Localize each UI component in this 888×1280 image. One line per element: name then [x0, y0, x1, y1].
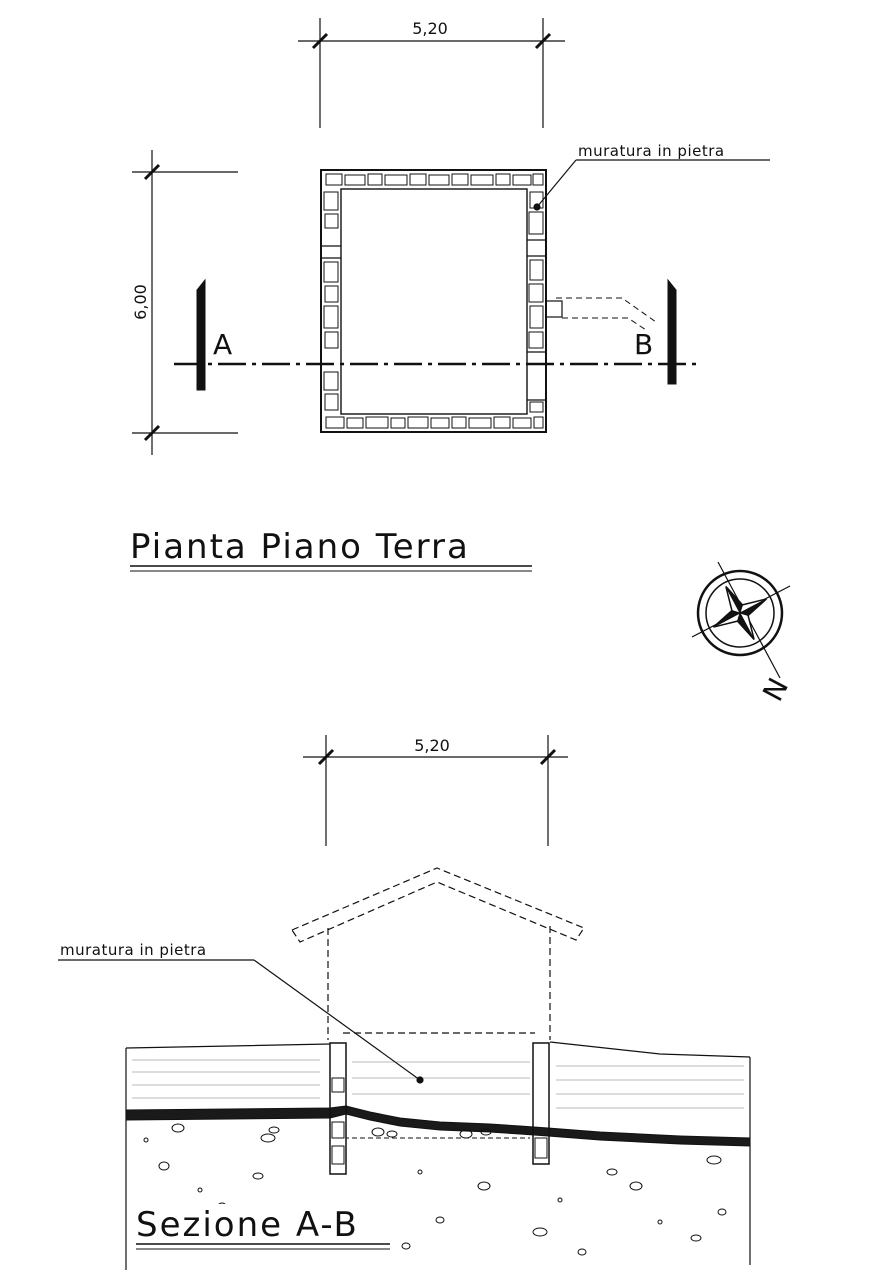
- plan-title: Pianta Piano Terra: [130, 527, 470, 567]
- compact-layer-band: [126, 1106, 750, 1146]
- dashed-external-element: [556, 298, 656, 330]
- plan-view: [130, 18, 770, 571]
- compass-star-icon: [699, 572, 780, 653]
- section-line: [174, 280, 700, 390]
- plan-depth-label: 6,00: [131, 284, 150, 320]
- section-width-label: 5,20: [414, 736, 450, 755]
- section-wall-callout: [58, 960, 423, 1083]
- plan-width-label: 5,20: [412, 19, 448, 38]
- north-compass: [692, 562, 795, 707]
- stone-texture: [324, 174, 543, 428]
- section-mark-a: A: [213, 328, 233, 361]
- stone-walls-plan: [321, 170, 546, 432]
- foundation-walls: [330, 1043, 549, 1174]
- plan-wall-callout-label: muratura in pietra: [578, 142, 725, 160]
- section-mark-b: B: [634, 328, 654, 361]
- external-step: [546, 301, 562, 317]
- section-view: [58, 735, 750, 1270]
- plan-wall-callout: [534, 160, 770, 210]
- section-title: Sezione A-B: [136, 1205, 359, 1245]
- section-wall-callout-label: muratura in pietra: [60, 941, 207, 959]
- dashed-roof-outline: [292, 868, 584, 1040]
- north-label: N: [756, 672, 796, 707]
